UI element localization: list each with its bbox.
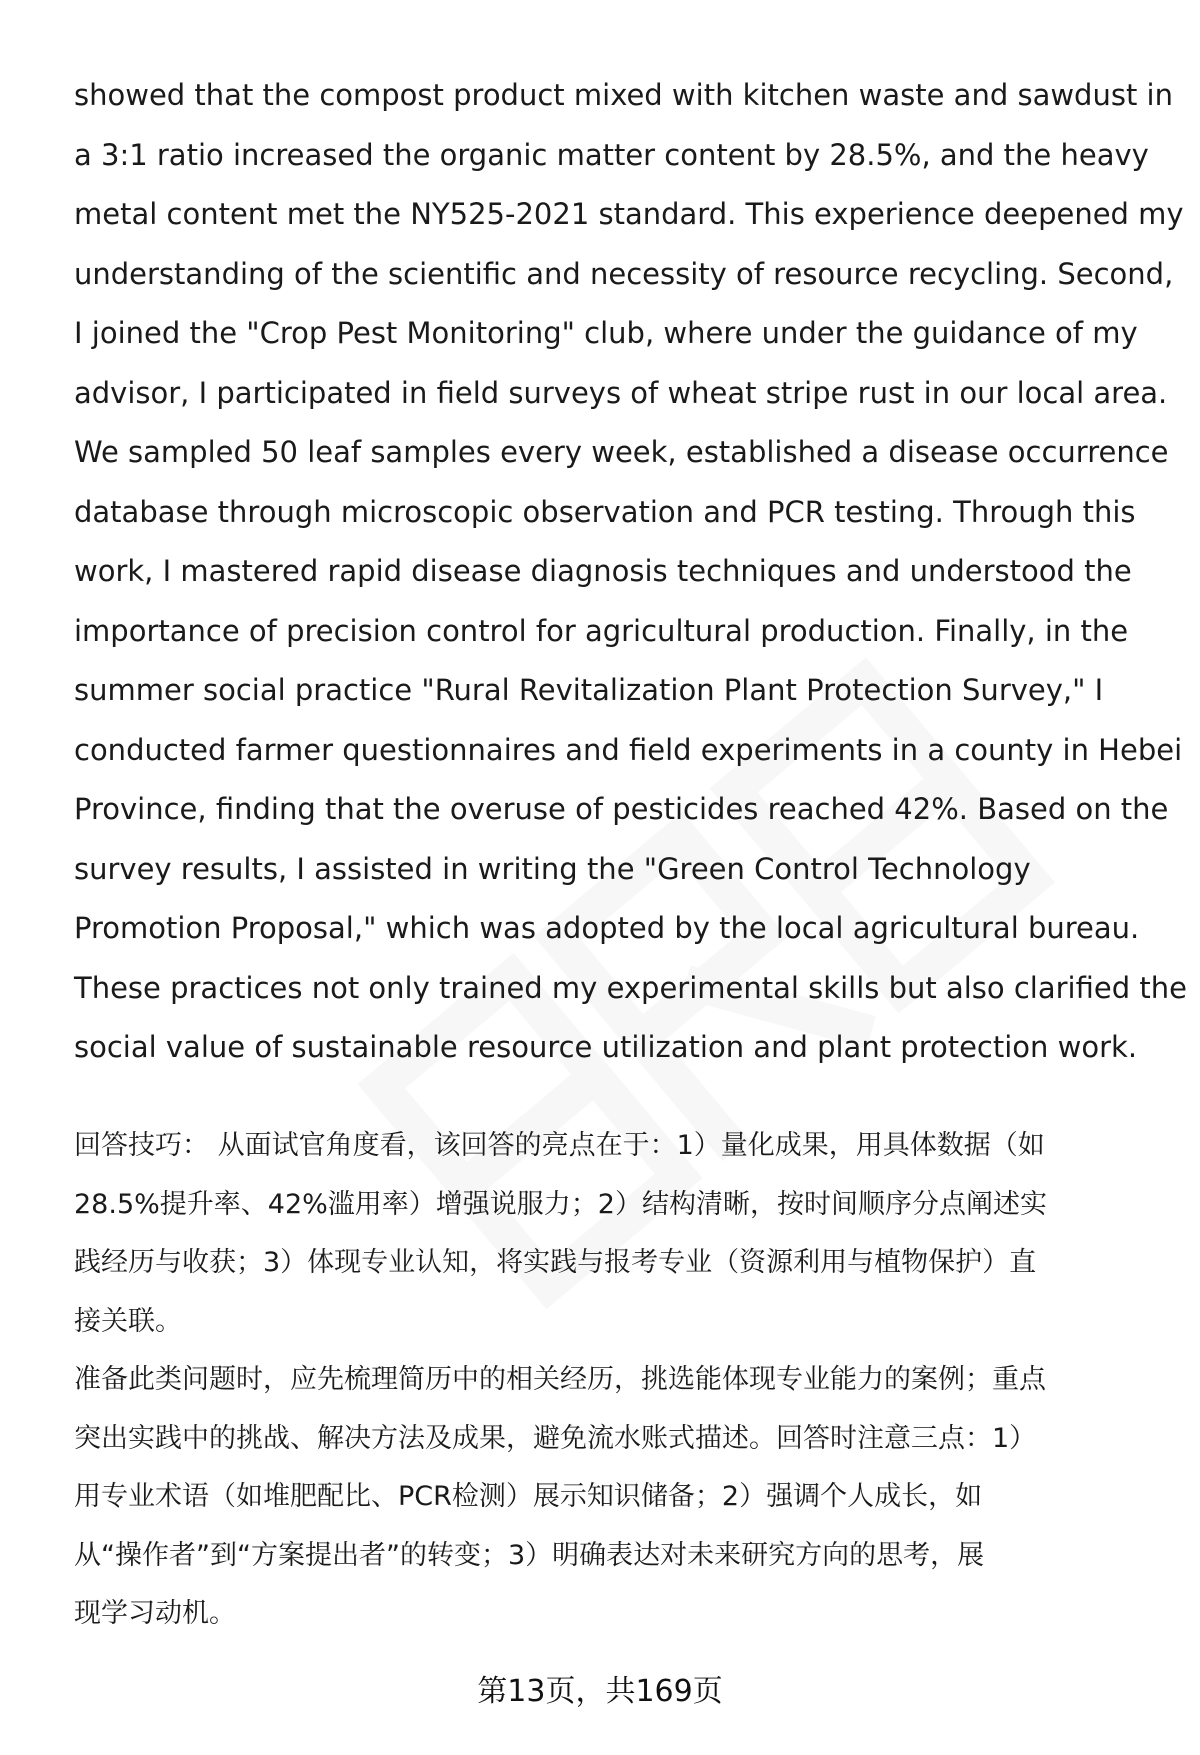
tips-line: 突出实践中的挑战、解决方法及成果，避免流水账式描述。回答时注意三点：1）	[74, 1422, 1037, 1454]
page-number: 第13页，共169页	[477, 1674, 723, 1709]
tips-line: 践经历与收获；3）体现专业认知，将实践与报考专业（资源利用与植物保护）直	[74, 1247, 1037, 1278]
essay-line: a 3:1 ratio increased the organic matter content by 28.5%, and the heavy	[74, 137, 1149, 172]
tips-line: 现学习动机。	[74, 1598, 236, 1629]
tips-line: 回答技巧： 从面试官角度看，该回答的亮点在于：1）量化成果，用具体数据（如	[74, 1130, 1045, 1161]
tips-line: 准备此类问题时，应先梳理简历中的相关经历，挑选能体现专业能力的案例；重点	[74, 1364, 1046, 1395]
tips-line: 用专业术语（如堆肥配比、PCR检测）展示知识储备；2）强调个人成长，如	[74, 1481, 983, 1512]
essay-line: showed that the compost product mixed with kitchen waste and sawdust in	[74, 78, 1173, 112]
tips-line: 从“操作者”到“方案提出者”的转变；3）明确表达对未来研究方向的思考，展	[74, 1539, 985, 1571]
essay-line: Promotion Proposal," which was adopted by the local agricultural bureau.	[74, 911, 1140, 945]
essay-line: I joined the "Crop Pest Monitoring" club, where under the guidance of my	[74, 316, 1138, 350]
tips-line: 28.5%提升率、42%滥用率）增强说服力；2）结构清晰，按时间顺序分点阐述实	[74, 1188, 1047, 1220]
essay-line: We sampled 50 leaf samples every week, established a disease occurrence	[74, 435, 1169, 469]
answer-tips	[74, 1117, 1154, 1644]
essay-line: summer social practice "Rural Revitalization Plant Protection Survey," I	[74, 673, 1104, 707]
essay-line: survey results, I assisted in writing the "Green Control Technology	[74, 851, 1031, 886]
essay-line: database through microscopic observation and PCR testing. Through this	[74, 494, 1136, 529]
tips-line: 接关联。	[74, 1305, 182, 1337]
essay-line: Province, finding that the overuse of pesticides reached 42%. Based on the	[74, 792, 1169, 826]
essay-line: conducted farmer questionnaires and field experiments in a county in Hebei	[74, 732, 1183, 767]
essay-body	[74, 66, 1187, 1078]
essay-line: advisor, I participated in field surveys of wheat stripe rust in our local area.	[74, 375, 1168, 410]
essay-line: importance of precision control for agricultural production. Finally, in the	[74, 613, 1129, 648]
essay-line: social value of sustainable resource utilization and plant protection work.	[74, 1030, 1138, 1064]
essay-line: These practices not only trained my experimental skills but also clarified the	[74, 970, 1187, 1005]
essay-line: metal content met the NY525-2021 standard. This experience deepened my	[74, 197, 1184, 231]
essay-line: work, I mastered rapid disease diagnosis techniques and understood the	[74, 554, 1132, 588]
essay-line: understanding of the scientific and necessity of resource recycling. Second,	[74, 256, 1174, 291]
